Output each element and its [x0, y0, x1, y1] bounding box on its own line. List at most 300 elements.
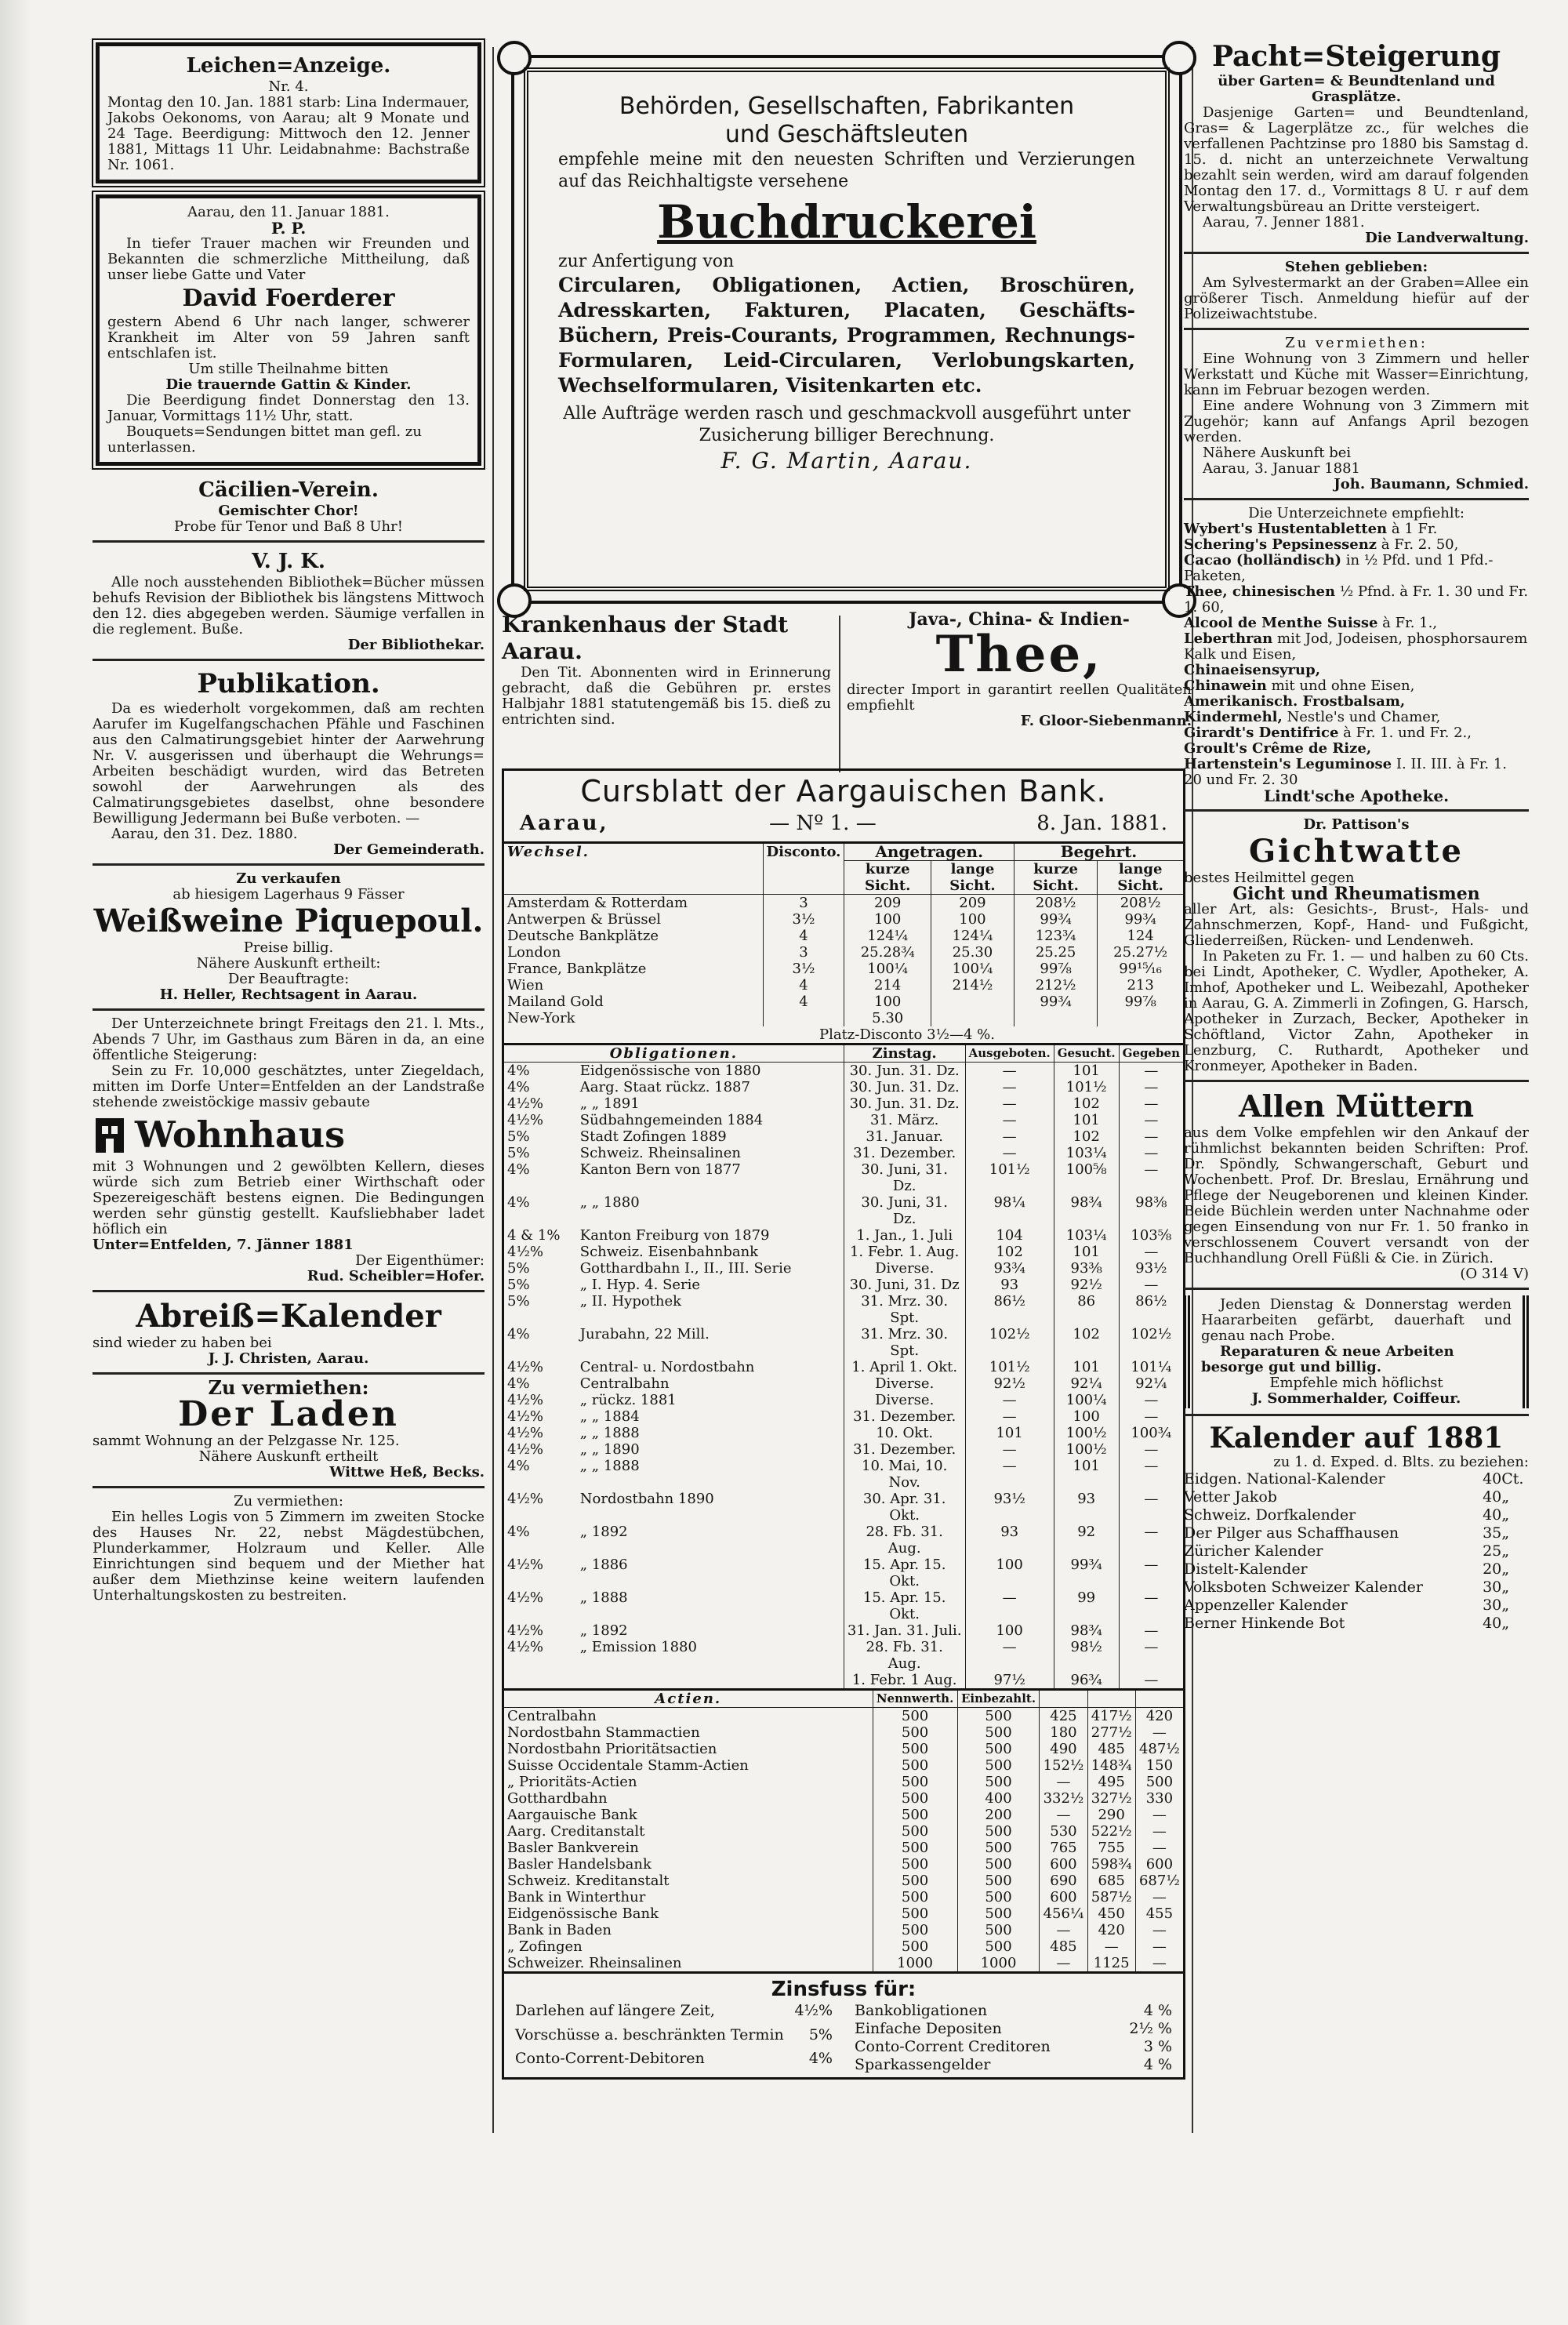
- kalender-row: [1184, 1542, 1529, 1560]
- laden-title: Der Laden: [178, 1394, 399, 1434]
- pacht-sign: Die Landverwaltung.: [1365, 230, 1529, 246]
- abreiss-ad: [93, 1298, 485, 1367]
- actien-cell: Centralbahn: [507, 1708, 597, 1724]
- kalender-name: Schweiz. Dorfkalender: [1184, 1506, 1356, 1524]
- werkstatt-title: Zu vermiethen:: [1285, 335, 1428, 351]
- publikation-sign: Der Gemeinderath.: [333, 841, 485, 858]
- apo-item-name: Schering's Pepsinessenz: [1184, 536, 1377, 553]
- actien-cell: 487½: [1135, 1741, 1183, 1757]
- caecilien-title: Cäcilien-Verein.: [198, 478, 379, 502]
- actien-row: [504, 1807, 1183, 1823]
- oblig-cell: 102: [965, 1244, 1054, 1260]
- actien-cell: Schweizer. Rheinsalinen: [507, 1955, 682, 1971]
- oblig-row: [504, 1672, 1183, 1688]
- kalender-unit: „: [1501, 1542, 1510, 1560]
- kalender-name: Distelt-Kalender: [1184, 1560, 1308, 1578]
- oblig-cell: Diverse.: [844, 1260, 965, 1277]
- bank-nr: — Nº 1. —: [769, 812, 877, 835]
- wechsel-cell: 25.30: [931, 944, 1014, 961]
- publikation-text: Da es wiederholt vorgekommen, daß am rechten Aarufer im Kugelfangschachen Pfähle und Faschinen aus den Calmatirungsgebiet hinter der Aarwehrung Nr. V. ausgerissen und überhaupt die Wehrungs= Arbeiten beschädigt wurden, wird das Betreten sowohl der Aarwehrungen als des Calmatirungsgebietes daselbst, ohne besondere Bewilligung Jedermann bei Buße verboten. —: [93, 700, 485, 826]
- column-right: [1184, 39, 1529, 2121]
- weiss-l3: Preise billig.: [243, 939, 334, 956]
- wechsel-table: [504, 841, 1183, 1026]
- oblig-cell: 4½%: [507, 1392, 544, 1408]
- thee-text: directer Import in garantirt reellen Qualitäten empfiehlt: [847, 681, 1192, 714]
- oblig-cell: 98¾: [1054, 1622, 1119, 1639]
- apo-item-name: Kindermehl,: [1184, 709, 1283, 725]
- gicht-text1: bestes Heilmittel gegen: [1184, 870, 1355, 886]
- actien-cell: 485: [1087, 1741, 1135, 1757]
- apo-item: [1184, 694, 1529, 710]
- oblig-row: [504, 1441, 1183, 1458]
- oblig-row: [504, 1408, 1183, 1425]
- kalender-name: Eidgen. National-Kalender: [1184, 1470, 1385, 1488]
- oblig-cell: „ „ 1884: [579, 1408, 640, 1425]
- apo-item-detail: à Fr. 1.,: [1382, 615, 1438, 631]
- oblig-cell: 1. Jan., 1. Juli: [844, 1227, 965, 1244]
- oblig-cell: —: [1119, 1063, 1183, 1080]
- druck-title: Buchdruckerei: [657, 195, 1036, 249]
- trauer-anzeige: [96, 194, 481, 466]
- weiss-l4: Nähere Auskunft ertheilt:: [196, 955, 381, 972]
- weiss-l1: Zu verkaufen: [236, 870, 341, 887]
- oblig-cell: [577, 1672, 844, 1688]
- actien-cell: Nordostbahn Prioritätsactien: [507, 1741, 717, 1757]
- wechsel-cell: London: [507, 944, 561, 961]
- caecilien-text: Probe für Tenor und Baß 8 Uhr!: [174, 518, 403, 535]
- oblig-cell: 102½: [1119, 1326, 1183, 1359]
- kalender-row: [1184, 1560, 1529, 1578]
- apotheke-ad: [1184, 506, 1529, 804]
- coiffeur-text1: Jeden Dienstag & Donnerstag werden Haararbeiten gefärbt, dauerhaft und genau nach Probe.: [1201, 1296, 1512, 1344]
- oblig-cell: 30. Jun. 31. Dz.: [844, 1079, 965, 1095]
- oblig-cell: 4½%: [507, 1589, 544, 1606]
- oblig-cell: Kanton Bern von 1877: [579, 1161, 741, 1178]
- actien-cell: 500: [873, 1724, 957, 1741]
- actien-cell: 500: [957, 1757, 1040, 1774]
- oblig-cell: Nordostbahn 1890: [579, 1491, 714, 1507]
- actien-cell: —: [1040, 1922, 1087, 1938]
- oblig-cell: —: [1119, 1079, 1183, 1095]
- laden-sign: Wittwe Heß, Becks.: [329, 1464, 485, 1480]
- oblig-cell: 86½: [965, 1293, 1054, 1326]
- oblig-cell: „ „ 1888: [579, 1458, 640, 1474]
- oblig-row: [504, 1260, 1183, 1277]
- werkstatt-text3: Nähere Auskunft bei: [1203, 445, 1352, 461]
- trauer-text4: Bouquets=Sendungen bittet man gefl. zu unterlassen.: [107, 423, 422, 456]
- kalender-ad: [1184, 1422, 1529, 1633]
- wechsel-row: [504, 977, 1183, 994]
- actien-cell: Bank in Baden: [507, 1922, 612, 1938]
- oblig-cell: 98¼: [965, 1194, 1054, 1227]
- oblig-row: [504, 1161, 1183, 1194]
- oblig-cell: 31. Mrz. 30. Spt.: [844, 1326, 965, 1359]
- actien-h-nenn: Nennwerth.: [873, 1690, 957, 1708]
- oblig-cell: —: [1119, 1277, 1183, 1293]
- wechsel-cell: 124¼: [844, 928, 931, 944]
- actien-cell: 500: [957, 1856, 1040, 1873]
- actien-cell: 500: [957, 1708, 1040, 1725]
- kalender-price: 30: [1483, 1597, 1502, 1614]
- actien-cell: 500: [873, 1708, 957, 1725]
- apo-item-name: Hartenstein's Leguminose: [1184, 756, 1392, 772]
- zins-value: 4 %: [1143, 2002, 1172, 2019]
- kranken-text: Den Tit. Abonnenten wird in Erinnerung gebracht, daß die Gebühren pr. erstes Halbjahr 1881 statutengemäß bis 15. dieß zu entrichten sind.: [502, 664, 831, 728]
- zins-value: 4½%: [794, 2002, 833, 2019]
- actien-cell: 152½: [1040, 1757, 1087, 1774]
- apo-item-name: Chinaeisensyrup,: [1184, 662, 1320, 678]
- actien-row: [504, 1922, 1183, 1938]
- actien-cell: 327½: [1087, 1790, 1135, 1807]
- oblig-cell: 4½%: [507, 1244, 544, 1260]
- oblig-cell: „ „ 1890: [579, 1441, 640, 1458]
- laden-l1: Zu vermiethen:: [208, 1376, 369, 1399]
- oblig-cell: —: [965, 1128, 1054, 1145]
- apo-item-name: Cacao (holländisch): [1184, 552, 1342, 569]
- oblig-cell: Südbahngemeinden 1884: [579, 1112, 764, 1128]
- wechsel-cell: [1014, 1010, 1097, 1026]
- actien-cell: 500: [873, 1757, 957, 1774]
- kalender-row: [1184, 1578, 1529, 1597]
- oblig-cell: 4½%: [507, 1622, 544, 1639]
- oblig-cell: 4½%: [507, 1639, 544, 1655]
- oblig-cell: 31. Dezember.: [844, 1145, 965, 1161]
- kalender-row: [1184, 1615, 1529, 1633]
- oblig-cell: 10. Okt.: [844, 1425, 965, 1441]
- wechsel-cell: 99¾: [1098, 911, 1183, 928]
- apo-item: [1184, 553, 1529, 584]
- oblig-cell: 98½: [1054, 1639, 1119, 1672]
- oblig-cell: 101½: [965, 1161, 1054, 1194]
- oblig-cell: 99: [1054, 1589, 1119, 1622]
- oblig-cell: 101: [1054, 1359, 1119, 1375]
- oblig-cell: 93½: [965, 1491, 1054, 1524]
- wechsel-cell: 99⅞: [1098, 994, 1183, 1010]
- actien-row: [504, 1724, 1183, 1741]
- apo-item: [1184, 710, 1529, 725]
- oblig-cell: 1. Febr. 1 Aug.: [844, 1672, 965, 1688]
- kalender-unit: „: [1501, 1578, 1510, 1596]
- druck-l4: zur Anfertigung von: [558, 252, 735, 271]
- oblig-cell: Central- u. Nordostbahn: [579, 1359, 755, 1375]
- wechsel-cell: 212½: [1014, 977, 1097, 994]
- oblig-cell: 93: [965, 1277, 1054, 1293]
- oblig-cell: —: [1119, 1392, 1183, 1408]
- zins-label: Darlehen auf längere Zeit,: [515, 2002, 715, 2019]
- oblig-row: [504, 1524, 1183, 1557]
- kalender-unit: „: [1501, 1488, 1510, 1506]
- kalender-price: 20: [1483, 1560, 1502, 1578]
- wechsel-cell: 25.27½: [1098, 944, 1183, 961]
- oblig-cell: 15. Apr. 15. Okt.: [844, 1589, 965, 1622]
- wechsel-cell: 3½: [763, 961, 844, 977]
- oblig-cell: —: [1119, 1639, 1183, 1672]
- pacht-ad: [1184, 39, 1529, 246]
- caecilien-ad: [93, 477, 485, 535]
- apo-item-detail: in ½ Pfd. und 1 Pfd.-Paketen,: [1184, 552, 1494, 584]
- logis-l1: Zu vermiethen:: [234, 1493, 343, 1509]
- wechsel-row: [504, 928, 1183, 944]
- kalender-unit: Ct.: [1501, 1470, 1524, 1488]
- bank-date: 8. Jan. 1881.: [1036, 812, 1167, 835]
- wohnhaus-text2: Sein zu Fr. 10,000 geschätztes, unter Ziegeldach, mitten im Dorfe Unter=Entfelden an der Landstraße stehende zweistöckige massiv gebaute: [93, 1063, 485, 1110]
- kalender-name: Berner Hinkende Bot: [1184, 1615, 1345, 1632]
- wohnhaus-owner: Der Eigenthümer:: [355, 1252, 485, 1269]
- gicht-title: Gichtwatte: [1248, 833, 1465, 870]
- oblig-cell: 93: [965, 1524, 1054, 1557]
- oblig-row: [504, 1375, 1183, 1392]
- muetter-ad: [1184, 1088, 1529, 1282]
- actien-cell: Aarg. Creditanstalt: [507, 1823, 645, 1840]
- wechsel-cell: 99¹⁵⁄₁₆: [1098, 961, 1183, 977]
- oblig-cell: —: [965, 1079, 1054, 1095]
- actien-cell: 685: [1087, 1873, 1135, 1889]
- oblig-cell: 5%: [507, 1277, 530, 1293]
- actien-cell: 450: [1087, 1905, 1135, 1922]
- wechsel-cell: 214: [844, 977, 931, 994]
- oblig-cell: Kanton Freiburg von 1879: [579, 1227, 770, 1244]
- oblig-row: [504, 1293, 1183, 1326]
- wechsel-h-ang: Angetragen.: [844, 843, 1014, 861]
- oblig-cell: 5%: [507, 1128, 530, 1145]
- actien-cell: —: [1135, 1955, 1183, 1971]
- apo-item-detail: à Fr. 2. 50,: [1381, 536, 1459, 553]
- kalender-price: 25: [1483, 1542, 1502, 1560]
- wechsel-cell: New-York: [507, 1010, 575, 1026]
- kranken-title: Krankenhaus der Stadt Aarau.: [502, 612, 789, 664]
- oblig-row: [504, 1145, 1183, 1161]
- logis-ad: [93, 1494, 485, 1604]
- kalender-title: Kalender auf 1881: [1209, 1422, 1504, 1455]
- wechsel-h-k: kurze Sicht.: [1014, 861, 1097, 895]
- kalender-sub: zu 1. d. Exped. d. Blts. zu beziehen:: [1273, 1454, 1529, 1470]
- oblig-cell: 30. Juni, 31. Dz.: [844, 1161, 965, 1194]
- actien-cell: 500: [873, 1873, 957, 1889]
- werkstatt-text2: Eine andere Wohnung von 3 Zimmern mit Zugehör; kann auf Anfangs April bezogen werden.: [1184, 398, 1529, 445]
- wechsel-cell: 209: [931, 895, 1014, 912]
- actien-cell: 600: [1040, 1889, 1087, 1905]
- zins-value: 3 %: [1143, 2038, 1172, 2055]
- oblig-row: [504, 1277, 1183, 1293]
- ad-divider: [839, 616, 840, 772]
- apo-item-detail: Nestle's und Chamer,: [1287, 709, 1441, 725]
- vjk-sign: Der Bibliothekar.: [347, 637, 485, 653]
- apo-item-detail: mit und ohne Eisen,: [1271, 678, 1415, 694]
- wechsel-cell: 99¾: [1014, 911, 1097, 928]
- oblig-cell: 30. Juni, 31. Dz: [844, 1277, 965, 1293]
- oblig-cell: Diverse.: [844, 1375, 965, 1392]
- oblig-cell: 102: [1054, 1095, 1119, 1112]
- oblig-cell: 4½%: [507, 1408, 544, 1425]
- actien-row: [504, 1757, 1183, 1774]
- apo-item: [1184, 521, 1529, 537]
- wechsel-h-l: lange Sicht.: [1098, 861, 1183, 895]
- wechsel-cell: Deutsche Bankplätze: [507, 928, 659, 944]
- oblig-cell: Gotthardbahn I., II., III. Serie: [579, 1260, 792, 1277]
- oblig-cell: 86½: [1119, 1293, 1183, 1326]
- wechsel-cell: [931, 1010, 1014, 1026]
- oblig-cell: —: [965, 1063, 1054, 1080]
- apo-intro: Die Unterzeichnete empfiehlt:: [1248, 505, 1465, 521]
- oblig-cell: 30. Apr. 31. Okt.: [844, 1491, 965, 1524]
- actien-cell: —: [1135, 1889, 1183, 1905]
- actien-cell: 587½: [1087, 1889, 1135, 1905]
- kalender-price: 35: [1483, 1524, 1502, 1542]
- oblig-h-zins: Zinstag.: [844, 1045, 965, 1063]
- oblig-cell: 92: [1054, 1524, 1119, 1557]
- actien-cell: 500: [957, 1922, 1040, 1938]
- actien-row: [504, 1889, 1183, 1905]
- kalender-unit: „: [1501, 1524, 1510, 1542]
- oblig-cell: —: [1119, 1622, 1183, 1639]
- oblig-row: [504, 1326, 1183, 1359]
- apo-sign: Lindt'sche Apotheke.: [1263, 787, 1450, 805]
- vjk-text: Alle noch ausstehenden Bibliothek=Bücher müssen behufs Revision der Bibliothek bis längstens Mittwoch den 12. dies abgegeben werden. Säumige verfallen in die reglement. Buße.: [93, 574, 485, 638]
- krankenhaus-ad: [502, 612, 831, 728]
- actien-cell: —: [1135, 1724, 1183, 1741]
- column-left: [93, 39, 485, 2121]
- actien-table: [504, 1688, 1183, 1971]
- leichen-nr: Nr. 4.: [268, 78, 309, 95]
- thee-ad: [847, 609, 1192, 729]
- column-center: [502, 39, 1192, 2121]
- muetter-text: aus dem Volke empfehlen wir den Ankauf der rühmlichst bekannten beiden Schriften: Prof. Dr. Spöndly, Schwangerschaft, Geburt und Wochenbett. Prof. Dr. Breslau, Ernährung und Pflege der Neugeborenen und kleinen Kinder. Beide Büchlein werden unter Nachnahme oder gegen Einsendung von nur Fr. 1. 50 franko in verschlossenem Couvert versandt von der Buchhandlung Orell Füßli & Cie. in Zürich.: [1184, 1124, 1529, 1266]
- oblig-cell: 4%: [507, 1375, 530, 1392]
- actien-cell: 500: [1135, 1774, 1183, 1790]
- actien-cell: 425: [1040, 1708, 1087, 1725]
- oblig-cell: 4%: [507, 1326, 530, 1342]
- actien-row: [504, 1938, 1183, 1955]
- apo-item-name: Amerikanisch. Frostbalsam,: [1184, 693, 1406, 710]
- oblig-cell: 103¼: [1054, 1227, 1119, 1244]
- actien-cell: 500: [957, 1873, 1040, 1889]
- oblig-cell: 100½: [1054, 1441, 1119, 1458]
- thee-l1: Java-, China- & Indien-: [909, 609, 1130, 630]
- wechsel-cell: 208½: [1098, 895, 1183, 912]
- oblig-cell: —: [1119, 1589, 1183, 1622]
- wechsel-cell: [1098, 1010, 1183, 1026]
- oblig-cell: Jurabahn, 22 Mill.: [579, 1326, 710, 1342]
- oblig-cell: —: [1119, 1161, 1183, 1194]
- oblig-row: [504, 1392, 1183, 1408]
- oblig-cell: „ II. Hypothek: [579, 1293, 682, 1310]
- coiffeur-text2: Reparaturen & neue Arbeiten besorge gut und billig.: [1201, 1343, 1454, 1375]
- zins-row: [851, 2002, 1175, 2020]
- oblig-cell: „ 1892: [579, 1622, 628, 1639]
- actien-row: [504, 1856, 1183, 1873]
- actien-cell: 400: [957, 1790, 1040, 1807]
- druck-l2: und Geschäftsleuten: [724, 121, 969, 148]
- actien-cell: 500: [873, 1774, 957, 1790]
- oblig-cell: —: [965, 1639, 1054, 1672]
- oblig-cell: 100¾: [1119, 1425, 1183, 1441]
- wechsel-row: [504, 944, 1183, 961]
- actien-cell: Basler Handelsbank: [507, 1856, 652, 1873]
- wechsel-row: [504, 895, 1183, 912]
- column-divider: [492, 47, 494, 2133]
- zins-value: 4%: [808, 2050, 833, 2068]
- oblig-cell: „ „ 1891: [579, 1095, 640, 1112]
- caecilien-sub: Gemischter Chor!: [218, 503, 359, 519]
- druck-l1: Behörden, Gesellschaften, Fabrikanten: [619, 93, 1075, 120]
- zins-value: 4 %: [1143, 2056, 1172, 2073]
- oblig-cell: 31. Dezember.: [844, 1408, 965, 1425]
- oblig-table: [504, 1045, 1183, 1688]
- apo-item-detail: à Fr. 1. und Fr. 2.,: [1343, 725, 1472, 741]
- oblig-cell: 30. Jun. 31. Dz.: [844, 1063, 965, 1080]
- oblig-cell: —: [965, 1408, 1054, 1425]
- zins-label: Conto-Corrent Creditoren: [855, 2038, 1051, 2055]
- pacht-text: Dasjenige Garten= und Beundtenland, Gras= & Lagerplätze zc., für welches die verfallenen Pachtzinse pro 1880 bis Samstag d. 15. d. nicht an unterzeichnete Verwaltung bezahlt sein werden, wird am darauf folgenden Montag den 17. d., Vormittags 8 U. r auf dem Verwaltungsbüreau an Dritte versteigert.: [1184, 104, 1529, 215]
- wechsel-cell: 4: [763, 977, 844, 994]
- actien-row: [504, 1708, 1183, 1725]
- publikation-ad: [93, 667, 485, 858]
- oblig-cell: 104: [965, 1227, 1054, 1244]
- kalender-row: [1184, 1488, 1529, 1506]
- oblig-cell: „ Emission 1880: [579, 1639, 697, 1655]
- oblig-cell: 30. Jun. 31. Dz.: [844, 1095, 965, 1112]
- vjk-ad: [93, 548, 485, 653]
- oblig-cell: —: [1119, 1491, 1183, 1524]
- kalender-name: Züricher Kalender: [1184, 1542, 1323, 1560]
- oblig-cell: 4%: [507, 1458, 530, 1474]
- actien-row: [504, 1741, 1183, 1757]
- apo-item-name: Girardt's Dentifrice: [1184, 725, 1339, 741]
- oblig-cell: 99¾: [1054, 1557, 1119, 1589]
- oblig-cell: „ I. Hyp. 4. Serie: [579, 1277, 701, 1293]
- oblig-cell: 97½: [965, 1672, 1054, 1688]
- wechsel-cell: [931, 994, 1014, 1010]
- actien-cell: —: [1135, 1823, 1183, 1840]
- wechsel-h-l: lange Sicht.: [931, 861, 1014, 895]
- werkstatt-ad: [1184, 336, 1529, 492]
- apo-item: [1184, 631, 1529, 663]
- oblig-row: [504, 1095, 1183, 1112]
- actien-h-einb: Einbezahlt.: [957, 1690, 1040, 1708]
- actien-cell: 687½: [1135, 1873, 1183, 1889]
- wechsel-cell: 100¼: [844, 961, 931, 977]
- actien-cell: 277½: [1087, 1724, 1135, 1741]
- actien-cell: 500: [873, 1922, 957, 1938]
- actien-cell: 180: [1040, 1724, 1087, 1741]
- zinsfuss: [504, 1971, 1183, 2077]
- oblig-cell: 4½%: [507, 1112, 544, 1128]
- coiffeur-text3: Empfehle mich höflichst: [1269, 1375, 1443, 1391]
- apo-item: [1184, 725, 1529, 741]
- buchdruckerei-ad: [511, 55, 1182, 604]
- actien-cell: 500: [957, 1840, 1040, 1856]
- actien-row: [504, 1790, 1183, 1807]
- muetter-code: (O 314 V): [1460, 1266, 1529, 1282]
- oblig-cell: 92½: [965, 1375, 1054, 1392]
- oblig-cell: Schweiz. Eisenbahnbank: [579, 1244, 759, 1260]
- actien-cell: 500: [873, 1790, 957, 1807]
- actien-cell: 765: [1040, 1840, 1087, 1856]
- actien-cell: 598¾: [1087, 1856, 1135, 1873]
- wechsel-cell: 4: [763, 928, 844, 944]
- actien-cell: 417½: [1087, 1708, 1135, 1725]
- laden-l2: Nähere Auskunft ertheilt: [198, 1448, 379, 1465]
- coiffeur-sign: J. Sommerhalder, Coiffeur.: [1251, 1390, 1461, 1407]
- oblig-row: [504, 1063, 1183, 1080]
- actien-cell: 500: [957, 1823, 1040, 1840]
- oblig-cell: Centralbahn: [579, 1375, 670, 1392]
- actien-cell: 522½: [1087, 1823, 1135, 1840]
- oblig-row: [504, 1491, 1183, 1524]
- kalender-price: 40: [1483, 1506, 1502, 1524]
- oblig-cell: 5%: [507, 1293, 530, 1310]
- oblig-cell: 31. März.: [844, 1112, 965, 1128]
